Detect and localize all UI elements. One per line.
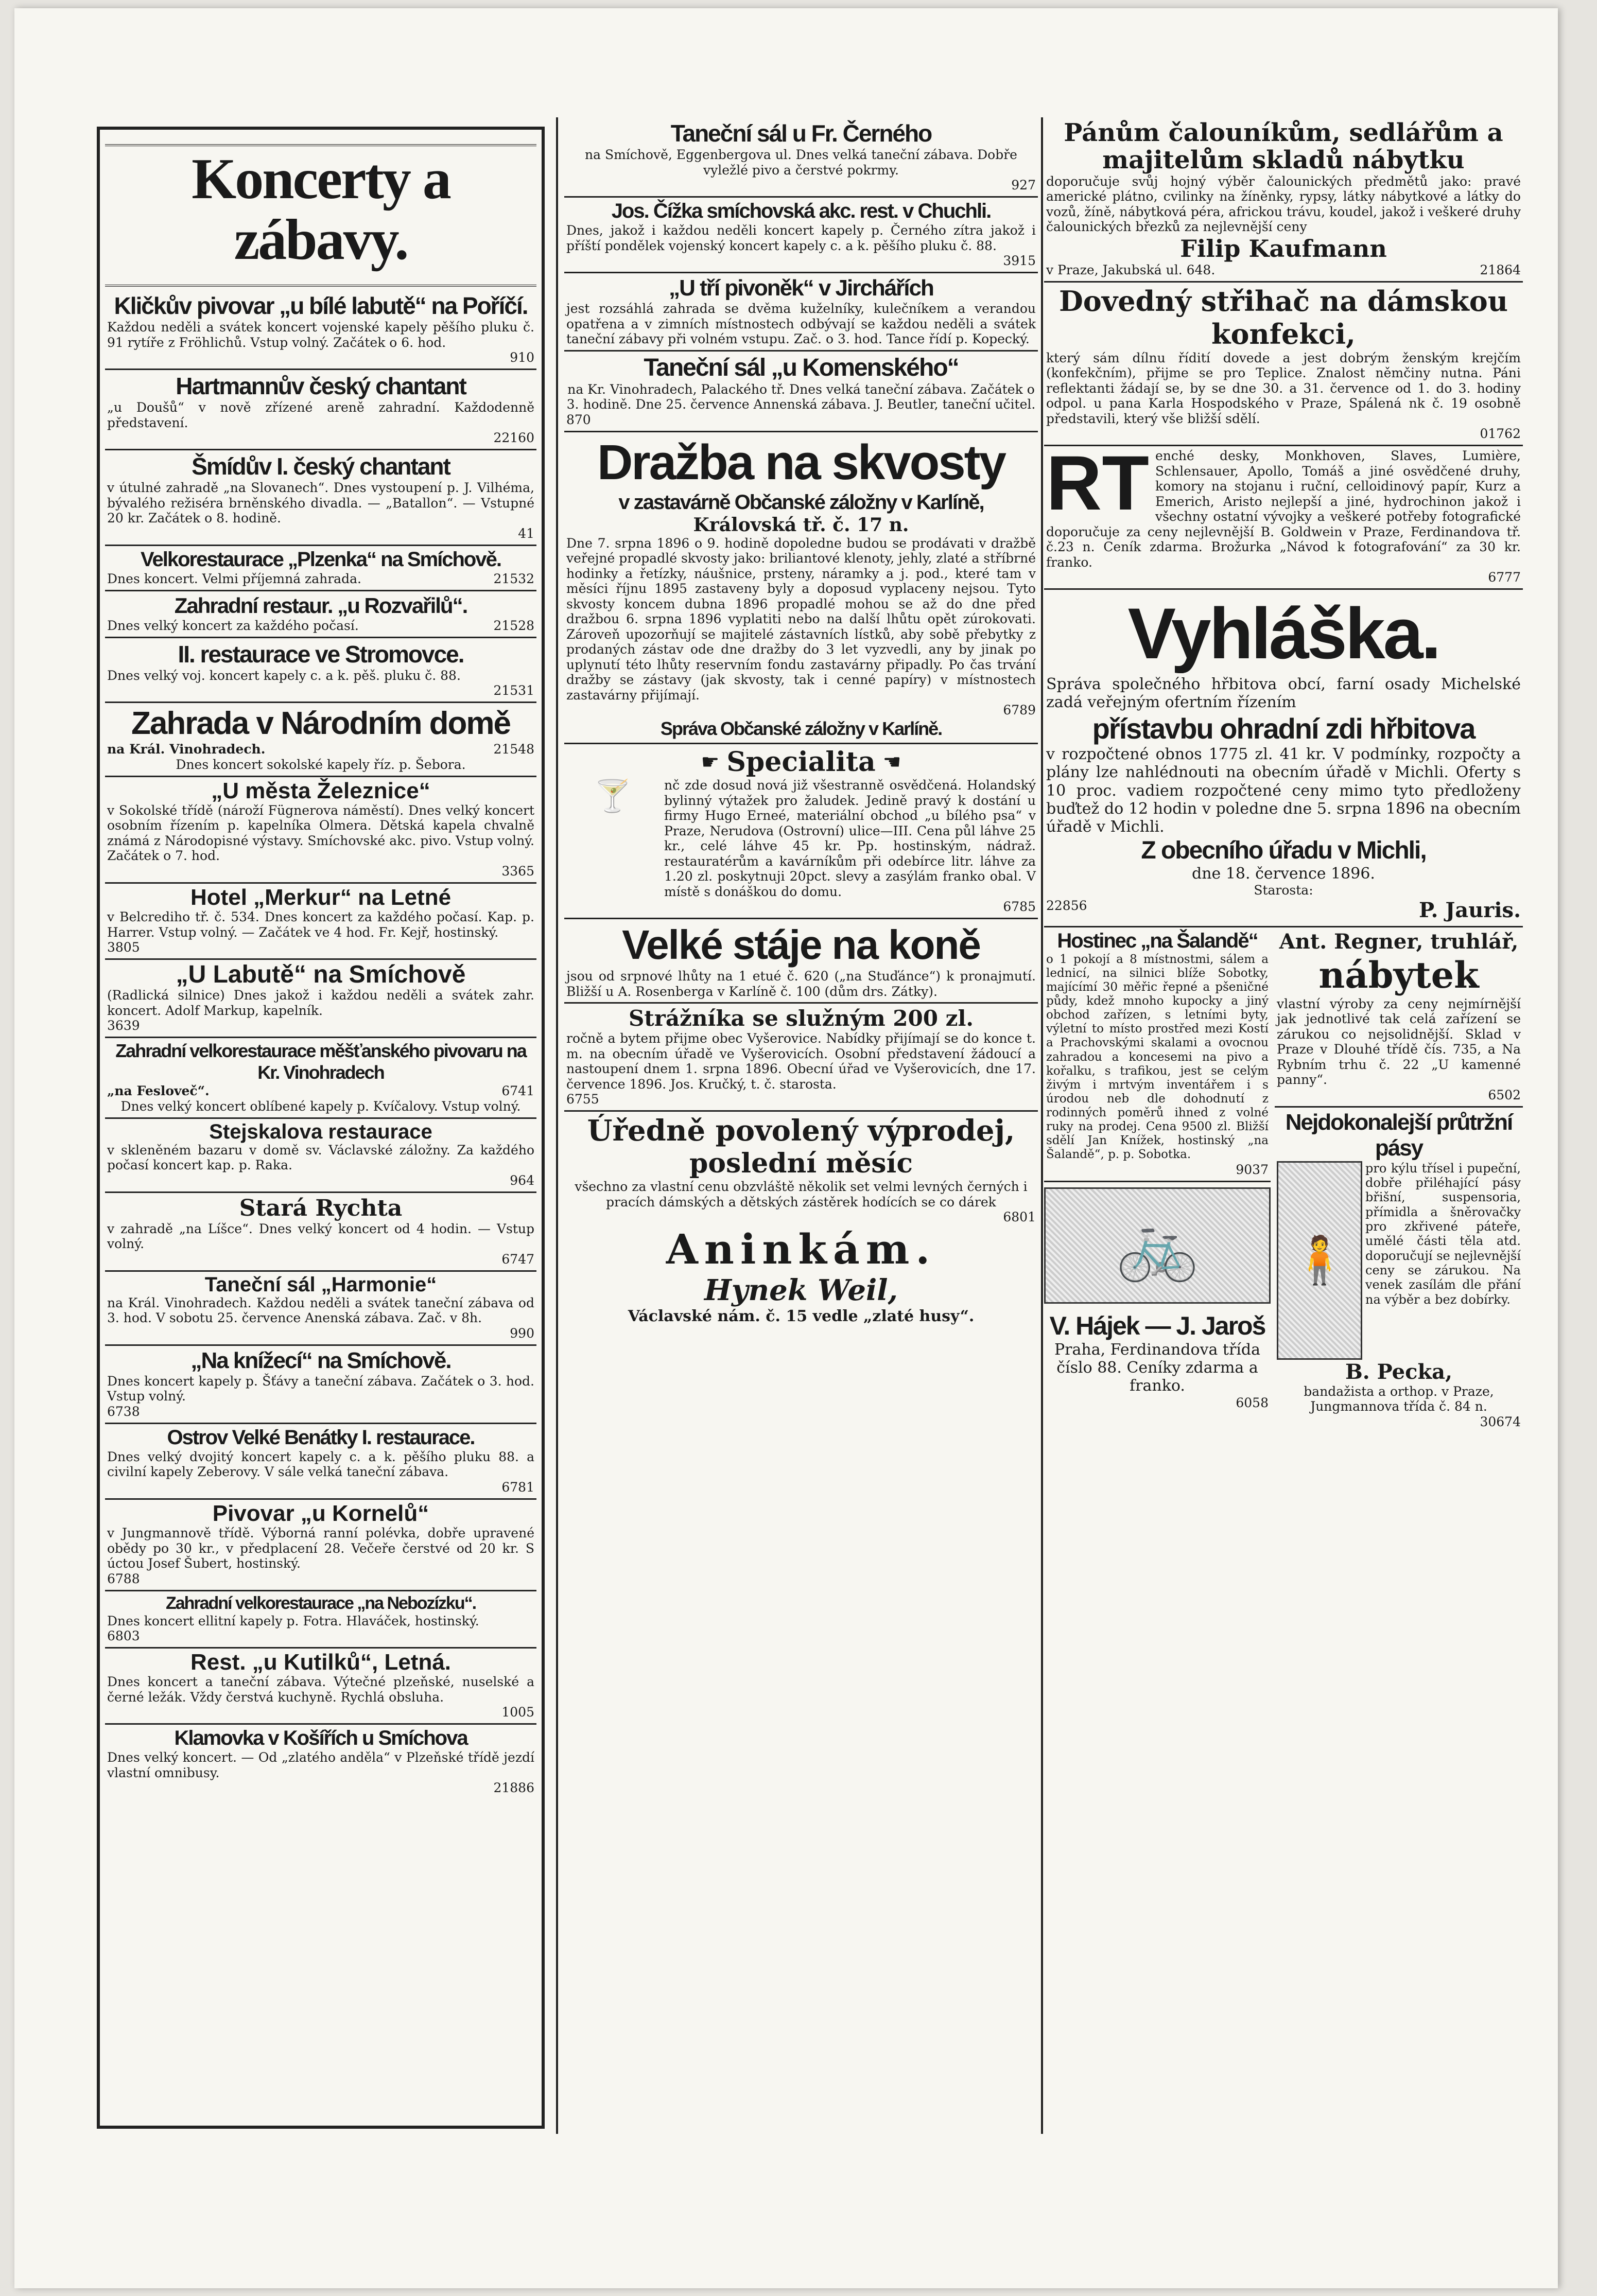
ad-text: o 1 pokojí a 8 místnostmi, sálem a lednicí, na silnici blíže Sobotky, majícímí 30 měřic řepné a pšeničné půdy, kdež mnoho kupocky a jiný obchod zařízen, s letními byty, výletní to místo prostřed mezi Kostí a Prachovskými skalami a ovocnou zahradou a koncesemi na pivo a kořalku, s trafikou, jest se celým živým i mrtvým inventářem i s úrodou neb dle dohodnutí z rodinných poměrů ihned z volné ruky na prodej. Cena 9500 zl. Bližší sdělí Jan Knížek, hostinský „na Šalandě“, p. p. Sobotka.: [1046, 952, 1269, 1162]
ad-stara-rychta: [105, 1193, 536, 1272]
ad-text: v Belcrediho tř. č. 534. Dnes koncert za každého počasí. Kap. p. Harrer. Vstup volný. — Začátek ve 4 hod. Fr. Kejř, hostinský.: [107, 909, 534, 940]
ad-number: 1005: [501, 1705, 534, 1720]
ornament-rule: [105, 271, 536, 287]
ad-komenskeho: [564, 352, 1038, 432]
ad-harmonie: [105, 1272, 536, 1346]
ad-number: 6788: [107, 1571, 140, 1586]
ad-number: 21864: [1480, 262, 1521, 277]
ad-title: Úředně povolený výprodej,: [587, 1114, 1015, 1148]
ad-number: 21886: [493, 1780, 534, 1796]
ad-cizka: [564, 198, 1038, 273]
ad-stejskal: [105, 1119, 536, 1193]
ad-subtitle: nábytek: [1318, 953, 1479, 996]
ad-title: RT: [1046, 440, 1149, 527]
ad-rozvarilu: [105, 591, 536, 638]
ad-number: 6801: [1003, 1210, 1036, 1224]
ad-stromovka: [105, 638, 536, 704]
man-figure-illustration: 🧍: [1277, 1161, 1362, 1360]
ad-number: 6058: [1236, 1395, 1269, 1410]
ad-text: Dnes koncert. Velmi příjemná zahrada.: [107, 571, 361, 586]
ad-text: Praha, Ferdinandova třída číslo 88. Ceníky zdarma a franko.: [1054, 1340, 1260, 1395]
ad-title: Šmídův I. český chantant: [192, 453, 450, 480]
ad-signature: B. Pecka,: [1345, 1359, 1453, 1384]
ad-title: Velké stáje na koně: [622, 922, 980, 968]
ad-text: jsou od srpnové lhůty na 1 etué č. 620 („na Stuďánce“) k pronajmutí. Bližší u A. Rosenberga v Karlíně č. 100 (dům drs. Zátky).: [566, 969, 1036, 999]
ad-name: Aninkám.: [666, 1225, 936, 1273]
ad-title: Taneční sál „u Komenského“: [644, 354, 959, 381]
ad-number: 9037: [1236, 1162, 1269, 1177]
ad-number: 41: [518, 525, 534, 541]
ad-number: 21548: [493, 742, 534, 757]
ad-number: 22160: [493, 430, 534, 446]
ad-klamovka: [105, 1725, 536, 1799]
ad-text: vlastní výroby za ceny nejmírnější jak jednotlivé tak celá zařízení se zárukou co nejsolidnější. Sklad v Praze v Dlouhé třídě čís. 735, a Na Rybním trhu č. 22 „U kamenné panny“.: [1277, 996, 1521, 1088]
ad-specialita: [564, 744, 1038, 919]
ad-title: Ant. Regner, truhlář,: [1279, 929, 1519, 954]
ad-number: 3365: [501, 863, 534, 879]
left-subcolumn: [1044, 927, 1271, 1433]
ad-address: v Praze, Jakubská ul. 648.: [1046, 262, 1216, 277]
middle-column: [564, 117, 1038, 2134]
ad-text: (Radlická silnice) Dnes jakož i každou neděli a svátek zahr. koncert. Adolf Markup, kapelník.: [107, 988, 534, 1018]
ad-text: Dnes koncert a taneční zábava. Výtečné plzeňské, nuselské a černé ležák. Vždy čerstvá kuchyně. Rychlá obsluha.: [107, 1674, 534, 1705]
ad-title: Dražba na skvosty: [597, 434, 1005, 490]
ad-kutilku: [105, 1649, 536, 1725]
ad-text: Dnes velký dvojitý koncert kapely c. a k. pěšího pluku 88. a civilní kapely Zeberovy. V sále velká taneční zábava.: [107, 1449, 534, 1480]
ad-text: na Král. Vinohradech. Každou neděli a svátek taneční zábava od 3. hod. V sobotu 25. července Anenská zábava. Zač. v 8h.: [107, 1295, 534, 1326]
ad-title: Kličkův pivovar „u bílé labutě“ na Poříčí.: [114, 292, 528, 320]
ad-title: Stará Rychta: [239, 1195, 403, 1221]
column-header: Koncerty a zábavy.: [192, 147, 450, 272]
ad-text: Dnes koncert kapely p. Šťávy a taneční zábava. Začátek o 3. hod. Vstup volný.: [107, 1373, 534, 1404]
ad-plzenka: [105, 546, 536, 591]
ad-text: v skleněném bazaru v domě sv. Václavské záložny. Za každého počasí koncert kap. p. Raka.: [107, 1142, 534, 1173]
ad-text: v Sokolské třídě (nároží Fügnerova náměstí). Dnes velký koncert osobním řízením p. kapelníka Olmera. Dětská kapela chvalně známá z Národopisné výstavy. Smíchovské akc. pivo. Vstup volný. Začátek o 7. hod.: [107, 802, 534, 864]
ad-number: 3639: [107, 1018, 140, 1033]
ad-number: 21531: [493, 683, 534, 698]
ad-text: Dnes velký voj. koncert kapely c. a k. pěš. pluku č. 88.: [107, 668, 461, 683]
ad-number: 3805: [107, 940, 140, 955]
ad-text: v Jungmannově třídě. Výborná ranní polévka, dobře upravené obědy po 30 kr., v předplacení 28. Večeře čerstvé od 20 kr. S úctou Josef Šubert, hostinský.: [107, 1526, 534, 1571]
ad-regner: [1275, 927, 1523, 1108]
ad-number: 30674: [1480, 1414, 1521, 1429]
ad-title: Vyhláška.: [1127, 593, 1439, 674]
ad-number: 6803: [107, 1628, 140, 1644]
ad-title: Klamovka v Košířích u Smíchova: [174, 1727, 467, 1750]
ad-number: 6785: [1003, 899, 1036, 914]
ad-merkur: [105, 884, 536, 960]
ad-hajek-jaros: [1044, 1309, 1271, 1414]
ad-foto: [1044, 440, 1523, 590]
ad-text: v zahradě „na Líšce“. Dnes velký koncert od 4 hodin. — Vstup volný.: [107, 1221, 534, 1252]
ad-name: P. Jauris.: [1419, 898, 1521, 922]
ad-title: Pivovar „u Kornelů“: [212, 1500, 429, 1526]
ad-vyprodej: [564, 1112, 1038, 1328]
ad-number: 6741: [501, 1083, 534, 1099]
ad-text: ročně a bytem přijme obec Vyšerovice. Nabídky přijímají se do konce t. m. na obecním úřadě ve Vyšerovicích. Osobní představení žádoucí a nastoupení dnem 1. srpna 1896. Obecní úřad ve Vyšerovicích, dne 17. července 1896. Jos. Kručký, t. č. starosta.: [566, 1031, 1036, 1092]
ad-number: 6747: [501, 1251, 534, 1267]
ad-title: Zahrada v Národním domě: [131, 706, 511, 742]
ad-strihac: [1044, 283, 1523, 447]
ad-title: Ostrov Velké Benátky I. restaurace.: [167, 1426, 475, 1449]
ad-title: „U města Železnice“: [211, 778, 430, 803]
concerts-column: [97, 127, 545, 2129]
ad-text: Dnes velký koncert za každého počasí.: [107, 618, 359, 633]
ad-text: na Kr. Vinohradech, Palackého tř. Dnes velká taneční zábava. Začátek o 3. hodině. Dne 25. července Annenská zábava. J. Beutler, taneční učitel.: [566, 381, 1036, 412]
ad-number: 21532: [493, 571, 534, 586]
ad-narodni-dum: [105, 703, 536, 777]
ad-text: na Smíchově, Eggenbergova ul. Dnes velká taneční zábava. Dobře vyležlé pivo a čerstvé pokrmy.: [585, 147, 1017, 178]
column-divider: [556, 117, 558, 2134]
ad-title: Velkorestaurace „Plzenka“ na Smíchově.: [141, 548, 501, 571]
ad-subtitle: na Král. Vinohradech.: [107, 742, 266, 757]
ad-text: jest rozsáhlá zahrada se dvěma kuželníky, kulečníkem a verandou opatřena a v zimních místnostech odbývají se každou neděli a svátek taneční zábavy při volném vstupu. Zač. o 3. hod. Tance řídí p. Kopecký.: [566, 301, 1036, 346]
ad-text: Správa společného hřbitova obcí, farní osady Michelské zadá veřejným ofertním řízením: [1046, 675, 1521, 712]
ad-title: Zahradní restaur. „u Rozvařilů“.: [174, 593, 467, 618]
ad-na-knizeci: [105, 1346, 536, 1424]
ad-vyhlaska: [1044, 590, 1523, 927]
pointing-hand-left-icon: ☚: [882, 750, 901, 774]
ad-text: Každou neděli a svátek koncert vojenské kapely pěšího pluku č. 91 rytíře z Fröhlichů. Vstup volný. Začátek o 6. hod.: [107, 320, 534, 350]
ad-text: který sám dílnu řídití dovede a jest dobrým ženským krejčím (konfekčním), přijme se pro Teplice. Znalost němčiny nutna. Páni reflektanti žádají se, by se dne 30. a 31. července od 1. do 3. hodiny odpol. u pana Karla Hospodského v Praze, Spálená nk č. 19 osobně představili, který vše bližší sdělí.: [1046, 350, 1521, 426]
ad-number: 910: [510, 350, 534, 365]
ad-number: 3915: [1003, 253, 1036, 268]
bicycle-illustration: 🚲: [1044, 1187, 1271, 1304]
ad-number: 964: [510, 1172, 534, 1188]
ad-straznik: [564, 1004, 1038, 1112]
ad-title: Hotel „Merkur“ na Letné: [190, 884, 452, 910]
ad-text: Dnes velký koncert oblíbené kapely p. Kvíčalovy. Vstup volný.: [120, 1099, 521, 1114]
ad-text-2: v rozpočtené obnos 1775 zl. 41 kr. V podmínky, rozpočty a plány lze nahlédnouti na obecním úřadě v Michli. Oferty s 10 proc. vadiem rozpočtené ceny mimo tyto předloženy buďtež do 12 hodin v poledne dne 5. srpna 1896 na obecním úřadě v Michli.: [1046, 745, 1521, 836]
newspaper-page: [14, 8, 1558, 2288]
ad-title: Jos. Čížka smíchovská akc. rest. v Chuchli.: [611, 200, 991, 222]
ad-title: Dovedný střihač na dámskou konfekci,: [1058, 284, 1508, 350]
ad-labute: [105, 960, 536, 1038]
ornament-border: [105, 131, 536, 146]
ad-number: 22856: [1046, 898, 1087, 913]
ad-tri-pivonky: [564, 273, 1038, 352]
ad-title: Taneční sál „Harmonie“: [204, 1273, 437, 1296]
ad-number: 6781: [501, 1479, 534, 1495]
ad-signature: Správa Občanské záložny v Karlíně.: [660, 718, 942, 739]
ad-title: Rest. „u Kutilků“, Letná.: [190, 1650, 452, 1675]
ad-number: 6789: [1003, 703, 1036, 717]
ad-title: Taneční sál u Fr. Černého: [670, 120, 932, 147]
ad-title: Hartmannův český chantant: [176, 373, 466, 400]
column-divider: [1041, 117, 1043, 2134]
ad-title: Specialita: [726, 746, 876, 778]
ad-kornelu: [105, 1500, 536, 1591]
ad-text: doporučuje svůj hojný výběr čalounických předmětů jako: pravé americké plátno, cvilinky na žíněnky, rypsy, látky nábytkové a látky do vozů, žíně, nábytková péra, africkou trávu, koudel, jakož i veškeré druhy čalounických březků za nejlevnější ceny: [1046, 173, 1521, 235]
right-subcolumn: [1275, 927, 1523, 1433]
ad-number: 01762: [1480, 426, 1521, 442]
ad-pecka: [1275, 1108, 1523, 1433]
ad-text: Dnes koncert sokolské kapely říz. p. Šebora.: [176, 757, 466, 773]
ad-nebozizek: [105, 1591, 536, 1649]
ad-text: Dne 7. srpna 1896 o 9. hodině dopoledne budou se prodávati v dražbě veřejné propadlé skvosty jako: briliantové klenoty, jehly, zlaté a stříbrné hodinky a řetízky, náušnice, prsteny, náramky a j. pod., které tam v měsíci říjnu 1895 zastaveny byly a doposud vyplaceny nejsou. Tyto skvosty koncem dubna 1896 propadlé mohou se až do dne před dražbou 6. srpna 1896 vyplatiti nebo na další lhůtu opět zúrokovati. Zároveň upozorňují se majitelé zástavních lístků, aby sobě přebytky z prodaných zástav ode dne dražby do 3 let vyzvedli, any by jinak po uplynutí této lhůty reservním fondu zastavárny připadly. Po čas trvání dražby se zástavy (jak skvosty, tak i cenné papíry) v místnostech zastavárny přijímají.: [566, 535, 1036, 703]
ad-number: 6502: [1488, 1087, 1521, 1102]
ad-title: Stejskalova restaurace: [209, 1120, 432, 1143]
ad-klickuv: [105, 290, 536, 370]
ad-number: 6755: [566, 1092, 599, 1107]
ad-title: V. Hájek — J. Jaroš: [1049, 1311, 1265, 1340]
ad-address: Václavské nám. č. 15 vedle „zlaté husy“.: [628, 1307, 975, 1325]
ad-cerny-sal: [564, 117, 1038, 198]
ad-velke-benatky: [105, 1424, 536, 1500]
ad-text: Dnes, jakož i každou neděli koncert kapely p. Černého zítra jakož i příští pondělek vojenský koncert kapely c. a k. pěšího pluku č. 88.: [566, 223, 1036, 253]
ad-title: „Na knížecí“ na Smíchově.: [190, 1347, 451, 1373]
ad-title: Hostinec „na Šalandě“: [1057, 929, 1258, 952]
ad-signature: Filip Kaufmann: [1180, 234, 1387, 262]
ad-title: Pánům čalouníkům, sedlářům a majitelům skladů nábytku: [1064, 118, 1503, 174]
ad-text: všechno za vlastní cenu obzvláště několik set velmi levných černých i pracích dámských a dětských zástěrek hodících se co dárek: [575, 1179, 1028, 1210]
pointing-hand-icon: ☛: [701, 750, 720, 774]
ad-address: Královská tř. č. 17 n.: [693, 514, 909, 536]
ad-text: Dnes velký koncert. — Od „zlatého anděla“ v Plzeňské třídě jezdí vlastní omnibusy.: [107, 1750, 534, 1780]
ad-subtitle: poslední měsíc: [689, 1148, 913, 1179]
ad-number: 870: [566, 412, 591, 427]
ad-title: Nejdokonalejší průtržní pásy: [1285, 1109, 1513, 1161]
ad-title: „U Labutě“ na Smíchově: [176, 961, 466, 989]
ad-subtitle: „na Fesloveč“.: [107, 1083, 210, 1099]
ad-drazba: [564, 432, 1038, 745]
ad-number: 6738: [107, 1404, 140, 1419]
ad-signature: Z obecního úřadu v Michli,: [1141, 836, 1426, 864]
ad-title: Zahradní velkorestaurace měšťanského pivovaru na Kr. Vinohradech: [115, 1040, 526, 1083]
right-column: [1044, 117, 1523, 2134]
ad-number: 927: [1011, 178, 1036, 192]
ad-subtitle: v zastavárně Občanské záložny v Karlíně,: [618, 490, 984, 514]
glass-trademark-icon: 🍸: [593, 778, 632, 814]
ad-title: II. restaurace ve Stromovce.: [178, 640, 464, 668]
ad-text: enché desky, Monkhoven, Slaves, Lumière, Schlensauer, Apollo, Tomáš a jiné osvědčené druhy, komory na stojanu i ruční, celloidinový papír, Kurz a Emerich, Aristo nejlepší a jiné, hydrochinon jakož i všechny ostatní vývojky a veškeré potřeby fotografické doporučuje za ceny nejlevnější B. Goldwein v Praze, Ferdinandova tř. č.23 n. Ceník zdarma. Brožurka „Návod k fotografování“ za 30 kr. franko.: [1046, 448, 1521, 570]
ad-text: Dnes koncert ellitní kapely p. Fotra. Hlaváček, hostinský.: [107, 1613, 479, 1628]
ad-number: 6777: [1488, 570, 1521, 585]
ad-number: 21528: [493, 618, 534, 633]
ad-address: bandažista a orthop. v Praze, Jungmannova třída č. 84 n.: [1304, 1383, 1494, 1414]
ad-title: „U tří pivoněk“ v Jirchářích: [669, 275, 933, 301]
ad-text: v útulné zahradě „na Slovanech“. Dnes vystoupení p. J. Vilhéma, bývalého režiséra brněnského divadla. — „Batallon“. — Vstupné 20 kr. Začátek o 8. hodině.: [107, 480, 534, 526]
ad-title: Zahradní velkorestaurace „na Nebozízku“.: [165, 1593, 476, 1613]
ad-kaufmann: [1044, 117, 1523, 283]
ad-title: Strážníka se služným 200 zl.: [628, 1006, 974, 1031]
ad-number: 990: [510, 1325, 534, 1341]
ad-role: Starosta:: [1254, 883, 1313, 898]
ad-date: dne 18. července 1896.: [1192, 864, 1375, 883]
ad-velke-staje: [564, 919, 1038, 1004]
ad-text: „u Doušů“ v nově zřízené areně zahradní. Každodenně představení.: [107, 400, 534, 430]
ad-salanda: [1044, 927, 1271, 1182]
ad-smiduv: [105, 450, 536, 546]
lower-right-block: [1044, 927, 1523, 1433]
ad-hartmann: [105, 370, 536, 450]
ad-zeleznice: [105, 777, 536, 884]
ad-text: nč zde dosud nová již všestranně osvědčená. Holandský bylinný výtažek pro žaludek. Jedině pravý k dostání u firmy Hugo Erneé, materiální obchod „u bílého psa“ v Praze, Nerudova (Ostrovní) ulice—III. Cena půl láhve 25 kr., celé láhve 45 kr. Pp. hostinským, nádraž. restauratérům a kavárníkům při odebírce litr. láhve za 1.20 zl. poskytnuji 20pct. slevy a zasýlám franko obal. V místě s donáškou do domu.: [664, 778, 1036, 899]
ad-meshtansky-pivovar: [105, 1038, 536, 1119]
ad-text: pro kýlu třísel i pupeční, dobře přiléhající pásy břišní, suspensoria, přímidla a šněrovačky pro zkřivené páteře, umělé části těla atd. doporučují se nejlevnější ceny se zárukou. Na venek zasílám dle přání na výběr a bez dobírky.: [1365, 1161, 1521, 1307]
ad-signature: Hynek Weil,: [704, 1273, 898, 1307]
ad-subtitle: přístavbu ohradní zdi hřbitova: [1092, 712, 1475, 745]
